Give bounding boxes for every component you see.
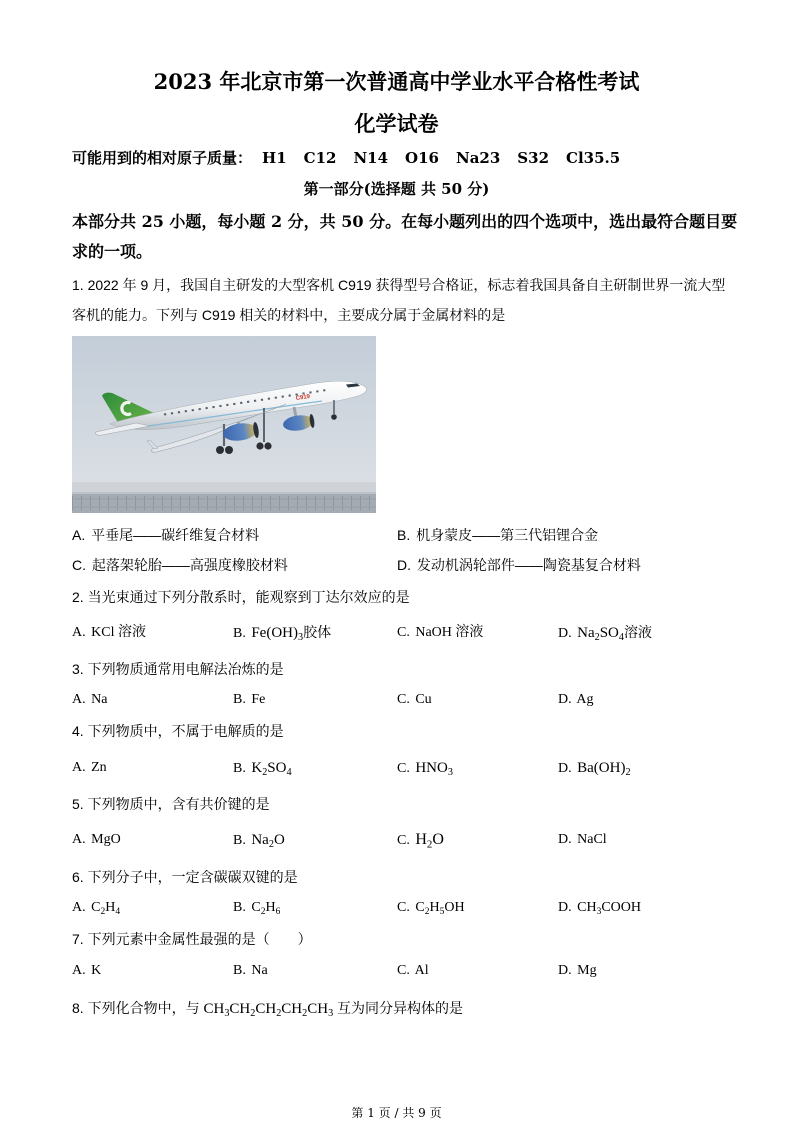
formula bbox=[577, 625, 624, 644]
formula-subscript: 4 bbox=[286, 767, 292, 779]
option-text: Al bbox=[414, 963, 429, 978]
q3-stem: 3. 下列物质通常用电解法冶炼的是 bbox=[72, 661, 284, 677]
part-one-instructions-line-2: 求的一项。 bbox=[72, 242, 153, 261]
option-label: A. bbox=[72, 832, 86, 847]
option-text: 发动机涡轮部件——陶瓷基复合材料 bbox=[416, 557, 641, 573]
option-text: NaOH 溶液 bbox=[415, 625, 484, 640]
q6-option-c bbox=[397, 898, 558, 918]
atomic-mass-h: H1 bbox=[262, 149, 287, 167]
option-text: Ag bbox=[576, 692, 594, 707]
formula-text: H bbox=[415, 831, 427, 848]
formula-subscript: 3 bbox=[224, 1008, 230, 1020]
atomic-mass-c: C12 bbox=[303, 149, 337, 167]
option-text: K bbox=[91, 963, 102, 978]
formula-text: C bbox=[91, 900, 101, 915]
q3-option-d bbox=[558, 690, 718, 710]
option-text: MgO bbox=[91, 832, 121, 847]
q3-option-c bbox=[397, 690, 558, 710]
option-text: 机身蒙皮——第三代铝锂合金 bbox=[416, 527, 599, 543]
formula-subscript: 3 bbox=[596, 906, 602, 917]
q1-stem-line-1: 1. 2022 年 9 月，我国自主研发的大型客机 C919 获得型号合格证，标志着我国具备自主研制世界一流大型 bbox=[72, 277, 726, 293]
option-label: B. bbox=[397, 527, 411, 543]
option-label: D. bbox=[558, 900, 572, 915]
option-label: B. bbox=[233, 626, 246, 641]
q1-options bbox=[72, 525, 717, 575]
option-label: D. bbox=[397, 557, 411, 573]
formula-subscript: 2 bbox=[268, 839, 274, 851]
option-label: D. bbox=[558, 832, 572, 847]
option-text: 胶体 bbox=[303, 626, 332, 641]
atomic-masses-label: 可能用到的相对原子质量： bbox=[72, 149, 253, 167]
formula-subscript: 2 bbox=[260, 906, 266, 917]
q6-option-a bbox=[72, 898, 233, 918]
exam-title: 2023 年北京市第一次普通高中学业水平合格性考试 bbox=[153, 69, 640, 94]
formula bbox=[251, 900, 280, 915]
formula-text: O bbox=[273, 832, 285, 848]
q7-option-c bbox=[397, 961, 558, 981]
formula-text: Fe(OH) bbox=[251, 625, 298, 641]
q2-stem: 2. 当光束通过下列分散系时，能观察到丁达尔效应的是 bbox=[72, 589, 410, 605]
formula-text: SO bbox=[599, 625, 619, 641]
part-one-instructions-line-1: 本部分共 25 小题，每小题 2 分，共 50 分。在每小题列出的四个选项中，选出最符合题目要 bbox=[72, 212, 738, 231]
option-label: A. bbox=[72, 963, 86, 978]
option-label: B. bbox=[233, 833, 246, 848]
formula bbox=[415, 831, 444, 851]
formula-subscript: 3 bbox=[328, 1008, 334, 1020]
formula-subscript: 6 bbox=[275, 906, 281, 917]
q2-option-c bbox=[397, 623, 558, 643]
q3-option-b bbox=[233, 690, 397, 710]
stem-text: 互为同分异构体的是 bbox=[333, 1000, 464, 1016]
option-label: B. bbox=[233, 900, 246, 915]
q1-option-a bbox=[72, 525, 397, 545]
atomic-mass-n: N14 bbox=[353, 149, 389, 167]
option-label: D. bbox=[558, 626, 572, 641]
formula-subscript: 4 bbox=[115, 906, 121, 917]
part-one-title: 第一部分(选择题 共 50 分) bbox=[303, 180, 490, 198]
formula-text: OH bbox=[444, 900, 465, 915]
formula-text: K bbox=[251, 760, 263, 776]
option-text: Zn bbox=[91, 760, 107, 775]
stem-text: 8. 下列化合物中，与 bbox=[72, 1000, 204, 1016]
formula bbox=[251, 760, 292, 779]
q4-option-d bbox=[558, 758, 718, 778]
q4-stem: 4. 下列物质中，不属于电解质的是 bbox=[72, 723, 284, 739]
option-label: C. bbox=[397, 963, 410, 978]
formula-text: H bbox=[105, 900, 116, 915]
option-text: 溶液 bbox=[624, 626, 652, 641]
q5-stem: 5. 下列物质中，含有共价键的是 bbox=[72, 796, 270, 812]
q5-option-c bbox=[397, 830, 558, 850]
q5-options bbox=[72, 830, 718, 850]
page-indicator: 第 1 页 / 共 9 页 bbox=[351, 1106, 442, 1120]
formula-subscript: 4 bbox=[618, 632, 624, 644]
q1-option-c bbox=[72, 555, 397, 575]
q4-option-a bbox=[72, 758, 233, 778]
option-label: D. bbox=[558, 761, 572, 776]
option-text: Na bbox=[91, 692, 108, 707]
option-label: C. bbox=[397, 761, 410, 776]
formula-subscript: 2 bbox=[262, 767, 268, 779]
formula-subscript: 2 bbox=[250, 1008, 256, 1020]
option-label: A. bbox=[72, 760, 86, 775]
c919-aircraft-photo bbox=[72, 336, 376, 513]
formula-text: Na bbox=[577, 625, 595, 641]
q7-option-a bbox=[72, 961, 233, 981]
formula-text: CH bbox=[577, 900, 597, 915]
formula bbox=[415, 900, 464, 915]
option-label: A. bbox=[72, 625, 86, 640]
q7-stem: 7. 下列元素中金属性最强的是（ ） bbox=[72, 931, 312, 947]
q6-stem: 6. 下列分子中，一定含碳碳双键的是 bbox=[72, 869, 298, 885]
formula-subscript: 5 bbox=[439, 906, 445, 917]
formula-subscript: 3 bbox=[447, 767, 453, 779]
formula-text: CH bbox=[281, 1001, 303, 1017]
q2-option-b bbox=[233, 623, 397, 643]
option-label: C. bbox=[397, 692, 410, 707]
formula-text: Ba(OH) bbox=[577, 760, 626, 776]
option-label: C. bbox=[72, 557, 86, 573]
option-label: D. bbox=[558, 963, 572, 978]
formula bbox=[577, 760, 631, 779]
option-label: B. bbox=[233, 692, 246, 707]
option-label: A. bbox=[72, 692, 86, 707]
formula bbox=[203, 1001, 334, 1020]
q1-stem-line-2: 客机的能力。下列与 C919 相关的材料中，主要成分属于金属材料的是 bbox=[72, 307, 506, 323]
formula-text: C bbox=[415, 900, 425, 915]
option-label: A. bbox=[72, 900, 86, 915]
option-text: 平垂尾——碳纤维复合材料 bbox=[91, 527, 260, 543]
formula-text: C bbox=[251, 900, 261, 915]
q3-options bbox=[72, 690, 718, 710]
formula-subscript: 2 bbox=[100, 906, 106, 917]
option-label: C. bbox=[397, 900, 410, 915]
option-label: B. bbox=[233, 761, 246, 776]
formula-text: H bbox=[429, 900, 440, 915]
option-text: Cu bbox=[415, 692, 432, 707]
q1-option-b bbox=[397, 525, 717, 545]
formula-text: COOH bbox=[601, 900, 642, 915]
option-text: KCl 溶液 bbox=[91, 625, 146, 640]
option-label: D. bbox=[558, 692, 572, 707]
formula bbox=[251, 832, 285, 851]
q6-option-b bbox=[233, 898, 397, 918]
atomic-masses bbox=[72, 148, 620, 168]
formula-subscript: 2 bbox=[302, 1008, 308, 1020]
q5-option-d bbox=[558, 830, 718, 850]
formula bbox=[91, 900, 120, 915]
formula-text: CH bbox=[255, 1001, 277, 1017]
formula-text: Na bbox=[251, 832, 269, 848]
option-text: Mg bbox=[577, 963, 597, 978]
q4-options bbox=[72, 758, 718, 778]
aircraft-livery-text: C919 bbox=[295, 393, 311, 402]
ground-buildings bbox=[72, 482, 376, 513]
q7-options bbox=[72, 961, 718, 981]
q4-option-c bbox=[397, 758, 558, 778]
formula-subscript: 2 bbox=[426, 838, 433, 851]
formula-subscript: 2 bbox=[625, 767, 631, 779]
q8-stem bbox=[72, 998, 463, 1019]
formula-subscript: 2 bbox=[276, 1008, 282, 1020]
option-text: 起落架轮胎——高强度橡胶材料 bbox=[91, 557, 288, 573]
q2-option-a bbox=[72, 623, 233, 643]
option-label: A. bbox=[72, 527, 86, 543]
q2-options bbox=[72, 623, 718, 643]
exam-subject: 化学试卷 bbox=[354, 111, 439, 136]
formula-text: CH bbox=[203, 1001, 225, 1017]
q2-option-d bbox=[558, 623, 718, 643]
q6-option-d bbox=[558, 898, 718, 918]
option-text: Fe bbox=[251, 692, 266, 707]
option-label: C. bbox=[397, 833, 410, 848]
q3-option-a bbox=[72, 690, 233, 710]
formula-text: CH bbox=[307, 1001, 329, 1017]
formula bbox=[251, 625, 304, 644]
q4-option-b bbox=[233, 758, 397, 778]
q7-option-b bbox=[233, 961, 397, 981]
atomic-mass-cl: Cl35.5 bbox=[566, 149, 621, 167]
q5-option-a bbox=[72, 830, 233, 850]
atomic-mass-s: S32 bbox=[517, 149, 550, 167]
formula-text: CH bbox=[229, 1001, 251, 1017]
formula bbox=[415, 760, 453, 779]
atomic-mass-o: O16 bbox=[405, 149, 439, 167]
formula-subscript: 2 bbox=[424, 906, 430, 917]
formula-text: H bbox=[265, 900, 276, 915]
option-label: C. bbox=[397, 625, 410, 640]
q1-option-d bbox=[397, 555, 717, 575]
q6-options bbox=[72, 898, 718, 918]
atomic-mass-na: Na23 bbox=[455, 149, 501, 167]
formula bbox=[577, 900, 641, 915]
q5-option-b bbox=[233, 830, 397, 850]
q7-option-d bbox=[558, 961, 718, 981]
formula-text: SO bbox=[267, 760, 287, 776]
option-text: Na bbox=[251, 963, 268, 978]
option-label: B. bbox=[233, 963, 246, 978]
formula-subscript: 2 bbox=[594, 632, 600, 644]
option-text: NaCl bbox=[577, 832, 607, 847]
formula-text: HNO bbox=[415, 760, 448, 776]
formula-text: O bbox=[432, 831, 444, 848]
formula-subscript: 3 bbox=[298, 632, 304, 644]
